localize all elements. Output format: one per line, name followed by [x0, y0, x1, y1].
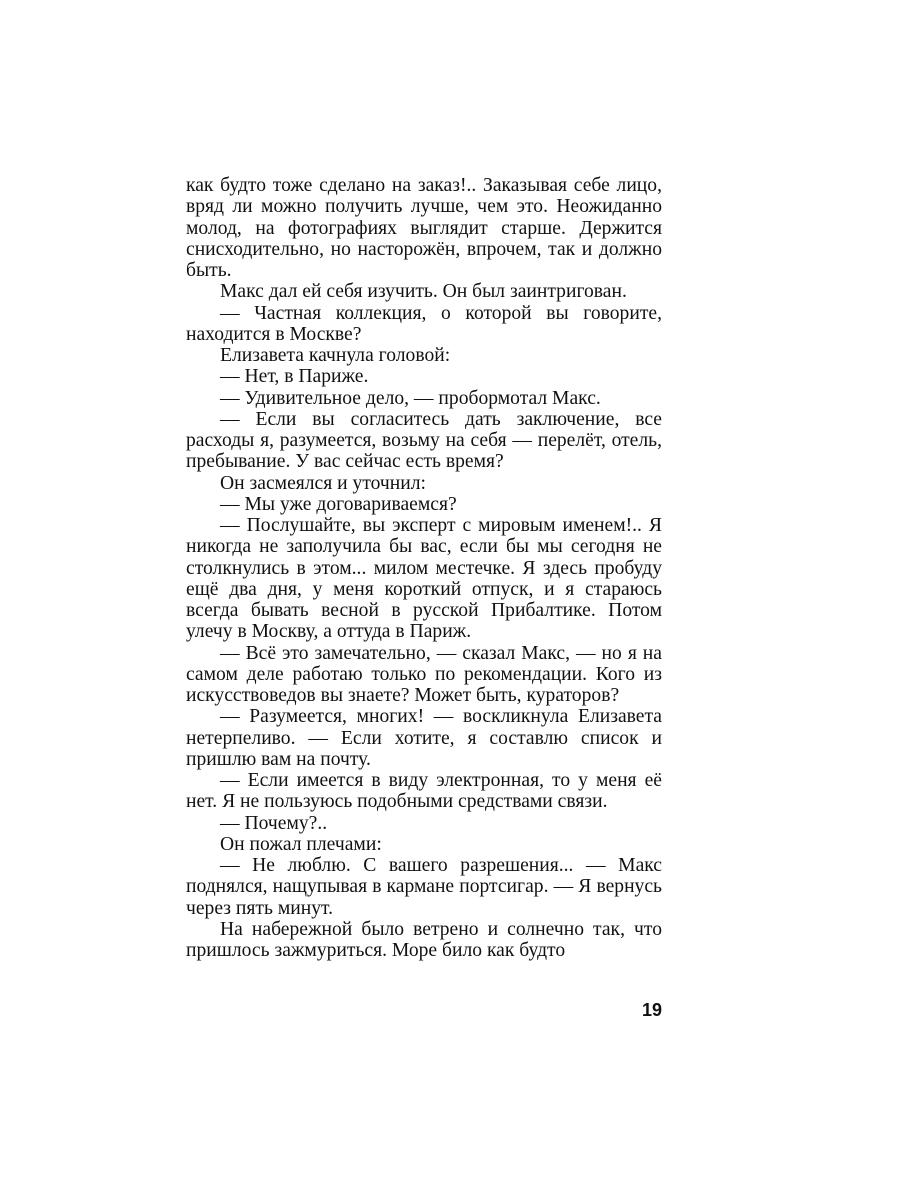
- paragraph: — Почему?..: [220, 812, 328, 834]
- page-number: 19: [641, 1000, 662, 1020]
- paragraph: — Если имеется в виду электронная, то у меня её нет. Я не пользуюсь подобными средствами связи.: [186, 770, 662, 813]
- paragraph: — Нет, в Париже.: [220, 366, 369, 388]
- paragraph: — Послушайте, вы эксперт с мировым именем!.. Я никогда не заполучила бы вас, если бы мы сегодня не столкнулись в этом... милом местечке. Я здесь пробуду ещё два дня, у меня короткий отпуск, и я стараюсь всегда бывать весной в русской Прибалтике. Потом улечу в Москву, а оттуда в Париж.: [186, 515, 662, 643]
- paragraph: Елизавета качнула головой:: [220, 345, 451, 366]
- paragraph: — Если вы согласитесь дать заключение, все расходы я, разумеется, возьму на себя — перелёт, отель, пребывание. У вас сейчас есть время?: [186, 408, 662, 473]
- paragraph: — Всё это замечательно, — сказал Макс, — но я на самом деле работаю только по рекомендации. Кого из искусствоведов вы знаете? Может быть, кураторов?: [186, 642, 662, 706]
- paragraph: — Удивительное дело, — пробормотал Макс.: [220, 387, 601, 409]
- paragraph: — Не люблю. С вашего разрешения... — Макс поднялся, нащупывая в кармане портсигар. — Я вернусь через пять минут.: [186, 855, 662, 919]
- paragraph: Макс дал ей себя изучить. Он был заинтригован.: [220, 281, 627, 303]
- paragraph: На набережной было ветрено и солнечно так, что пришлось зажмуриться. Море било как будто: [186, 918, 662, 961]
- paragraph: — Разумеется, многих! — воскликнула Елизавета нетерпеливо. — Если хотите, я составлю список и пришлю вам на почту.: [186, 706, 662, 770]
- paragraph: Он засмеялся и уточнил:: [220, 472, 426, 494]
- paragraph: — Частная коллекция, о которой вы говорите, находится в Москве?: [186, 302, 662, 345]
- paragraph: — Мы уже договариваемся?: [220, 493, 457, 515]
- paragraph: Он пожал плечами:: [220, 833, 382, 855]
- body-text: [186, 175, 662, 961]
- paragraph: как будто тоже сделано на заказ!.. Заказывая себе лицо, вряд ли можно получить лучше, чем это. Неожиданно молод, на фотографиях выглядит старше. Держится снисходительно, но насторожён, впрочем, так и должно быть.: [186, 175, 662, 281]
